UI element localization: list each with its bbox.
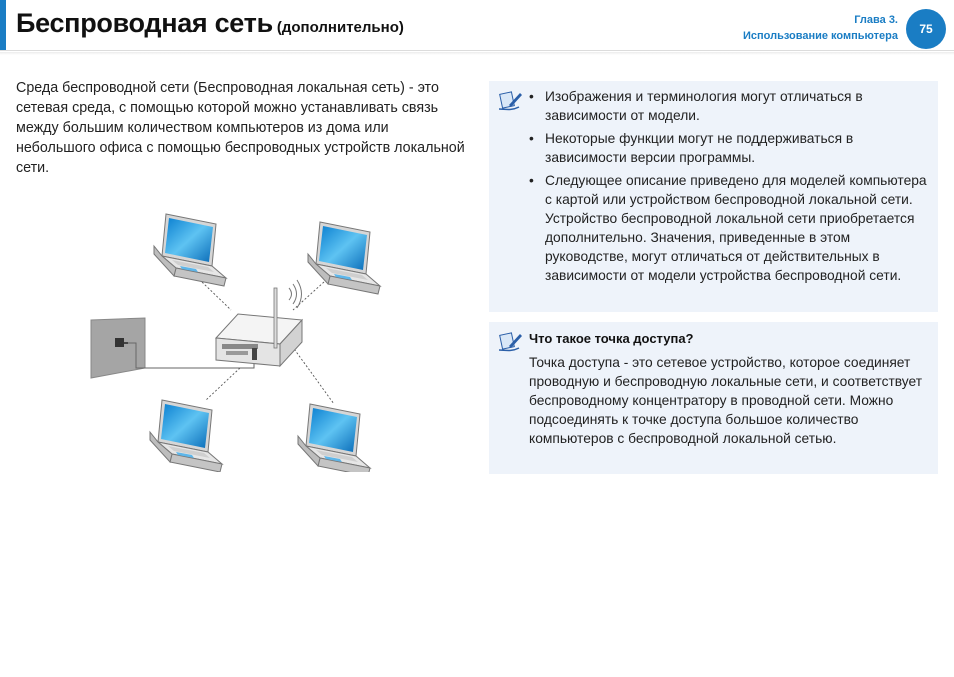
page-number-badge: 75 bbox=[906, 9, 946, 49]
note-pencil-icon bbox=[497, 330, 523, 354]
chapter-label bbox=[743, 12, 898, 44]
note-title: Что такое точка доступа? bbox=[529, 331, 694, 346]
laptop-top-left bbox=[154, 214, 226, 286]
page-title-sub: (дополнительно) bbox=[276, 19, 404, 36]
note-item: • Некоторые функции могут не поддерживаться в зависимости версии программы. bbox=[529, 129, 934, 167]
network-diagram bbox=[88, 210, 388, 472]
laptop-bottom-right bbox=[298, 404, 370, 472]
laptop-bottom-left bbox=[150, 400, 222, 472]
chapter-number: Глава 3. bbox=[854, 14, 898, 26]
header-accent-bar bbox=[0, 0, 6, 51]
note-item: • Следующее описание приведено для моделей компьютера с картой или устройством беспроводной локальной сети. Устройство беспроводной локальной сети приобретается дополнительно. Значения, приведенные в этом руководстве, могут отличаться от действительных в зависимости от модели устройства беспроводной сети. bbox=[529, 171, 934, 285]
header-shadow bbox=[0, 52, 954, 55]
note-body: Точка доступа - это сетевое устройство, которое соединяет проводную и беспроводную локальные сети, и соответствует беспроводному концентратору в проводной сети. Можно подсоединять к точке доступа большое количество компьютеров с беспроводной локальной сетью. bbox=[529, 355, 923, 446]
wall-outlet bbox=[91, 318, 145, 378]
page-title-main: Беспроводная сеть bbox=[16, 8, 273, 38]
note-box-access-point bbox=[489, 322, 938, 474]
page-title bbox=[16, 8, 404, 39]
wireless-router bbox=[216, 280, 302, 366]
note-pencil-icon bbox=[497, 89, 523, 113]
chapter-title: Использование компьютера bbox=[742, 30, 898, 42]
note-box-general bbox=[489, 81, 938, 312]
header-divider bbox=[0, 50, 954, 51]
note-list bbox=[529, 87, 934, 289]
intro-paragraph: Среда беспроводной сети (Беспроводная локальная сеть) - это сетевая среда, с помощью которой можно устанавливать связь между большим количеством компьютеров из дома или небольшого офиса с помощью беспроводных устройств локальной сети. bbox=[16, 80, 465, 176]
laptop-top-right bbox=[308, 222, 380, 294]
note-item: • Изображения и терминология могут отличаться в зависимости от модели. bbox=[529, 87, 934, 125]
